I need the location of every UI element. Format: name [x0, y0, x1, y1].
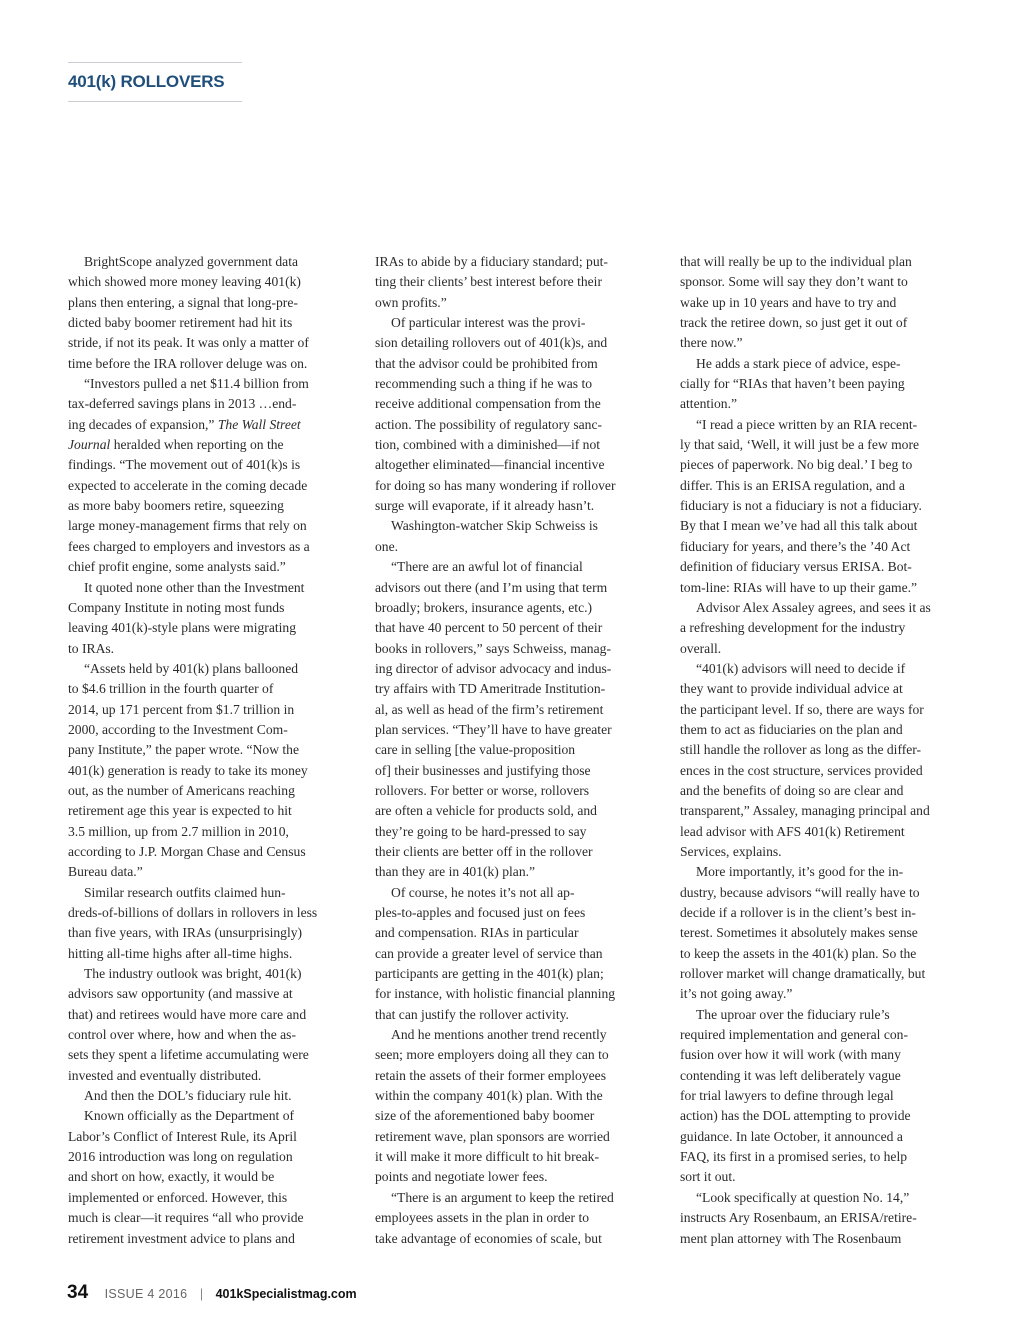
text-line: size of the aforementioned baby boomer: [375, 1108, 595, 1124]
footer-separator: |: [199, 1287, 204, 1301]
text-line: care in selling [the value-proposition: [375, 742, 576, 758]
text-line: The industry outlook was bright, 401(k): [84, 966, 302, 982]
text-line: chief profit engine, some analysts said.”: [68, 559, 286, 575]
text-line: invested and eventually distributed.: [68, 1067, 262, 1083]
text-line: ly that said, ‘Well, it will just be a few more: [680, 437, 920, 453]
text-line: rollover market will change dramatically, but: [680, 966, 926, 982]
text-line: dreds-of-billions of dollars in rollovers in less: [68, 905, 318, 920]
text-line: broadly; brokers, insurance agents, etc.): [375, 599, 593, 615]
text-line: He adds a stark piece of advice, espe-: [696, 355, 901, 371]
text-line: recommending such a thing if he was to: [375, 376, 593, 392]
text-line: retirement age this year is expected to hit: [68, 803, 292, 819]
text-line: tion, combined with a diminished—if not: [375, 437, 601, 453]
text-line: there now.”: [680, 335, 743, 351]
text-line: The uproar over the fiduciary rule’s: [696, 1006, 890, 1022]
text-line: points and negotiate lower fees.: [375, 1169, 548, 1185]
text-line: guidance. In late October, it announced a: [680, 1128, 903, 1144]
text-line: than they are in 401(k) plan.”: [375, 864, 536, 880]
text-line: receive additional compensation from the: [375, 396, 601, 412]
text-line: a refreshing development for the industry: [680, 620, 906, 636]
text-line: according to J.P. Morgan Chase and Census: [68, 843, 306, 859]
text-line: for doing so has many wondering if rollover: [375, 477, 616, 493]
text-line: 2014, up 171 percent from $1.7 trillion in: [68, 701, 295, 717]
text-line: “There are an awful lot of financial: [391, 559, 583, 575]
text-line: them to act as fiduciaries on the plan and: [680, 721, 903, 737]
text-line: retirement investment advice to plans and: [68, 1230, 295, 1246]
text-line: for instance, with holistic financial planning: [375, 986, 616, 1002]
text-line: the participant level. If so, there are ways for: [680, 701, 924, 717]
text-line: advisors out there (and I’m using that term: [375, 579, 608, 595]
text-line: definition of fiduciary versus ERISA. Bot-: [680, 559, 912, 575]
text-line: pany Institute,” the paper wrote. “Now the: [68, 742, 300, 758]
text-line: 401(k) generation is ready to take its money: [68, 762, 308, 778]
text-line: seen; more employers doing all they can to: [375, 1047, 609, 1063]
text-line: to keep the assets in the 401(k) plan. So the: [680, 945, 917, 961]
text-line: action) has the DOL attempting to provide: [680, 1108, 911, 1124]
text-line: large money-management firms that rely on: [68, 518, 307, 534]
text-line: al, as well as head of the firm’s retirement: [375, 701, 604, 717]
text-line: contending it was left deliberately vague: [680, 1067, 901, 1083]
text-line: surge will evaporate, if it already hasn’t.: [375, 498, 595, 514]
text-line: ment plan attorney with The Rosenbaum: [680, 1230, 902, 1246]
text-line: fiduciary is not a fiduciary is not a fiduciary.: [680, 498, 922, 514]
text-line: More importantly, it’s good for the in-: [696, 864, 904, 880]
text-line: it will make it more difficult to hit break-: [375, 1149, 599, 1165]
text-line: fees charged to employers and investors as a: [68, 538, 310, 554]
text-line: fusion over how it will work (with many: [680, 1047, 901, 1063]
text-line: sort it out.: [680, 1169, 736, 1185]
text-line: sion detailing rollovers out of 401(k)s, and: [375, 335, 608, 351]
text-line: 2000, according to the Investment Com-: [68, 721, 288, 737]
text-line: retain the assets of their former employees: [375, 1067, 607, 1083]
text-line: Advisor Alex Assaley agrees, and sees it as: [696, 599, 931, 615]
text-line: stride, if not its peak. It was only a matter of: [68, 335, 309, 351]
article-column-1: [68, 252, 344, 1249]
text-line: wake up in 10 years and have to try and: [680, 294, 897, 310]
text-line: 3.5 million, up from 2.7 million in 2010,: [68, 823, 289, 839]
text-line: FAQ, its first in a promised series, to help: [680, 1149, 908, 1165]
text-line: and compensation. RIAs in particular: [375, 925, 579, 941]
text-line: tax-deferred savings plans in 2013 …end-: [68, 396, 297, 412]
text-line: Known officially as the Department of: [84, 1108, 295, 1124]
text-line: that the advisor could be prohibited from: [375, 355, 598, 371]
text-line: can provide a greater level of service than: [375, 945, 603, 961]
text-line: “I read a piece written by an RIA recent-: [696, 416, 918, 432]
text-line: employees assets in the plan in order to: [375, 1210, 590, 1226]
text-line: Labor’s Conflict of Interest Rule, its April: [68, 1128, 297, 1144]
text-line: Services, explains.: [680, 843, 782, 859]
text-line: cially for “RIAs that haven’t been paying: [680, 376, 905, 392]
text-line: instructs Ary Rosenbaum, an ERISA/retire-: [680, 1210, 917, 1226]
website-link[interactable]: 401kSpecialistmag.com: [215, 1287, 357, 1301]
text-line: hitting all-time highs after all-time highs.: [68, 945, 293, 961]
text-line: Washington-watcher Skip Schweiss is: [391, 518, 598, 534]
text-line: to $4.6 trillion in the fourth quarter of: [68, 681, 274, 697]
text-line: ting their clients’ best interest before their: [375, 274, 602, 290]
text-line: dicted baby boomer retirement had hit its: [68, 315, 293, 331]
text-line: transparent,” Assaley, managing principal and: [680, 803, 930, 819]
text-line: “There is an argument to keep the retired: [391, 1189, 614, 1205]
text-line: Of particular interest was the provi-: [391, 315, 586, 331]
text-line: that have 40 percent to 50 percent of their: [375, 620, 603, 636]
text-line: Company Institute in noting most funds: [68, 599, 285, 615]
text-line: plans then entering, a signal that long-pre-: [68, 294, 298, 310]
text-line: action. The possibility of regulatory sanc-: [375, 416, 603, 432]
text-line: that will really be up to the individual plan: [680, 254, 912, 269]
text-line: much is clear—it requires “all who provide: [68, 1210, 304, 1226]
text-line: fiduciary for years, and there’s the ’40 Act: [680, 538, 911, 554]
text-line: own profits.”: [375, 294, 447, 310]
text-line: to IRAs.: [68, 640, 115, 656]
text-line: It quoted none other than the Investment: [84, 579, 305, 595]
text-line: differ. This is an ERISA regulation, and a: [680, 477, 905, 493]
text-line: as more baby boomers retire, squeezing: [68, 498, 284, 514]
text-line: rollovers. For better or worse, rollovers: [375, 782, 590, 798]
section-header: [68, 62, 242, 102]
text-line: out, as the number of Americans reaching: [68, 782, 295, 798]
text-line: terest. Sometimes it absolutely makes sense: [680, 925, 918, 941]
text-line: ing decades of expansion,” The Wall Street: [68, 416, 301, 432]
text-line: expected to accelerate in the coming decade: [68, 477, 308, 493]
text-line: By that I mean we’ve had all this talk about: [680, 518, 918, 534]
text-line: than five years, with IRAs (unsurprisingly): [68, 925, 303, 941]
text-line: time before the IRA rollover deluge was on.: [68, 355, 308, 371]
text-line: pieces of paperwork. No big deal.’ I beg to: [680, 457, 913, 473]
article-column-3: [680, 252, 956, 1249]
text-line: implemented or enforced. However, this: [68, 1189, 288, 1205]
text-line: ples-to-apples and focused just on fees: [375, 905, 586, 920]
text-line: control over where, how and when the as-: [68, 1027, 296, 1043]
text-line: and the benefits of doing so are clear and: [680, 782, 904, 798]
text-line: it’s not going away.”: [680, 986, 793, 1002]
text-line: tom-line: RIAs will have to up their game.”: [680, 579, 918, 595]
text-line: “401(k) advisors will need to decide if: [696, 660, 906, 676]
text-line: “Investors pulled a net $11.4 billion from: [84, 376, 309, 392]
text-line: they want to provide individual advice at: [680, 681, 903, 697]
text-line: they’re going to be hard-pressed to say: [375, 823, 587, 839]
issue-label: ISSUE 4 2016: [104, 1287, 188, 1301]
text-line: still handle the rollover as long as the differ-: [680, 742, 922, 758]
text-line: And he mentions another trend recently: [391, 1027, 607, 1043]
text-line: overall.: [680, 640, 722, 656]
text-line: “Look specifically at question No. 14,”: [696, 1189, 910, 1205]
text-line: which showed more money leaving 401(k): [68, 274, 301, 290]
text-line: required implementation and general con-: [680, 1027, 908, 1043]
text-line: Journal heralded when reporting on the: [68, 437, 284, 453]
text-line: are often a vehicle for products sold, and: [375, 803, 597, 819]
text-line: 2016 introduction was long on regulation: [68, 1149, 293, 1165]
text-line: that) and retirees would have more care and: [68, 1006, 307, 1022]
text-line: sponsor. Some will say they don’t want to: [680, 274, 908, 290]
text-line: ing director of advisor advocacy and indus-: [375, 660, 612, 676]
text-line: Similar research outfits claimed hun-: [84, 884, 286, 900]
text-line: of] their businesses and justifying those: [375, 762, 591, 778]
text-line: decide if a rollover is in the client’s best in-: [680, 905, 916, 920]
text-line: and short on how, exactly, it would be: [68, 1169, 275, 1185]
text-line: sets they spent a lifetime accumulating were: [68, 1047, 309, 1063]
text-line: that can justify the rollover activity.: [375, 1006, 569, 1022]
text-line: ences in the cost structure, services provided: [680, 762, 923, 778]
text-line: their clients are better off in the rollover: [375, 843, 593, 859]
text-line: track the retiree down, so just get it out of: [680, 315, 908, 331]
text-line: plan services. “They’ll have to have greater: [375, 721, 612, 737]
text-line: IRAs to abide by a fiduciary standard; put-: [375, 254, 608, 269]
text-line: within the company 401(k) plan. With the: [375, 1088, 603, 1104]
text-line: “Assets held by 401(k) plans ballooned: [84, 660, 299, 676]
page-footer: [67, 1282, 357, 1304]
text-line: take advantage of economies of scale, but: [375, 1230, 602, 1246]
page-number: 34: [67, 1282, 89, 1303]
text-line: advisors saw opportunity (and massive at: [68, 986, 293, 1002]
article-column-2: [375, 252, 651, 1249]
text-line: findings. “The movement out of 401(k)s is: [68, 457, 301, 473]
text-line: And then the DOL’s fiduciary rule hit.: [84, 1088, 292, 1104]
text-line: try affairs with TD Ameritrade Institution-: [375, 681, 606, 697]
text-line: books in rollovers,” says Schweiss, manag-: [375, 640, 611, 656]
text-line: BrightScope analyzed government data: [84, 254, 299, 269]
text-line: one.: [375, 538, 399, 554]
text-line: for trial lawyers to define through legal: [680, 1088, 894, 1104]
text-line: participants are getting in the 401(k) plan;: [375, 966, 604, 982]
text-line: dustry, because advisors “will really have to: [680, 884, 920, 900]
text-line: altogether eliminated—financial incentive: [375, 457, 605, 473]
text-line: leaving 401(k)-style plans were migrating: [68, 620, 297, 636]
text-line: lead advisor with AFS 401(k) Retirement: [680, 823, 905, 839]
text-line: Of course, he notes it’s not all ap-: [391, 884, 575, 900]
text-line: Bureau data.”: [68, 864, 143, 880]
section-title: 401(k) ROLLOVERS: [68, 72, 225, 91]
text-line: attention.”: [680, 396, 737, 412]
text-line: retirement wave, plan sponsors are worried: [375, 1128, 610, 1144]
